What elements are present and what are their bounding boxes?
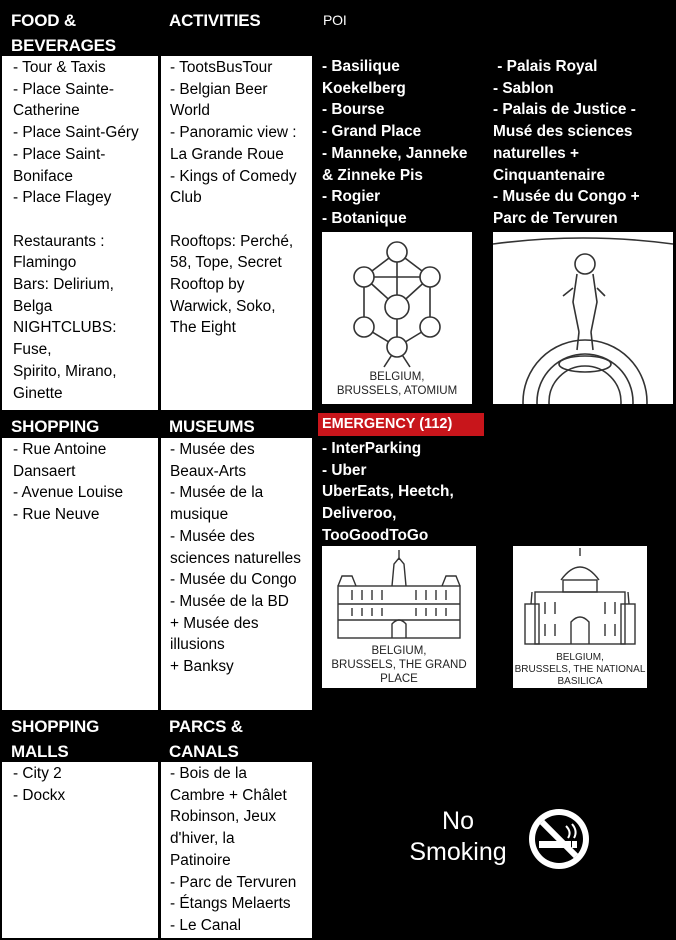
activities-item: - Kings of Comedy	[170, 167, 297, 185]
parcs-item: Cambre + Châlet	[170, 786, 287, 804]
poi-item: - Rogier	[322, 188, 381, 206]
food-item: Boniface	[13, 167, 73, 185]
activities-item: World	[170, 102, 210, 120]
museums-header-text: MUSEUMS	[169, 417, 255, 436]
grand-place-caption	[322, 644, 476, 686]
food-item: - Place Flagey	[13, 189, 112, 207]
parcs-cell	[161, 762, 312, 938]
caption-line: PLACE	[380, 673, 418, 685]
activities-cell	[161, 56, 312, 410]
caption-line: BRUSSELS, THE GRAND	[331, 659, 467, 671]
museums-item: - Musée de la	[170, 484, 264, 502]
poi-item: & Zinneke Pis	[322, 166, 423, 184]
parcs-header-text: PARCS & CANALS	[169, 717, 243, 761]
shopping-item: Dansaert	[13, 462, 76, 480]
food-extra: Spirito, Mirano,	[13, 362, 117, 380]
malls-item: - Dockx	[13, 786, 66, 804]
activities-item: La Grande Roue	[170, 145, 284, 163]
food-extra: Belga	[13, 297, 53, 315]
caption-line: BELGIUM,	[556, 652, 604, 663]
malls-cell	[2, 762, 158, 938]
shopping-header	[0, 410, 159, 438]
food-extra: Bars: Delirium,	[13, 276, 114, 294]
food-item: Catherine	[13, 102, 80, 120]
activities-header	[159, 4, 313, 56]
museums-item: sciences naturelles	[170, 549, 301, 567]
poi-item: - Palais Royal	[493, 58, 598, 75]
emergency-header	[318, 413, 484, 436]
poi-left-list	[322, 56, 482, 234]
museums-item: - Musée des	[170, 527, 255, 545]
shopping-item: - Rue Neuve	[13, 506, 100, 524]
food-extra: Restaurants :	[13, 232, 105, 250]
no-smoking-icon	[526, 806, 592, 872]
food-list	[13, 57, 154, 404]
museums-item: + Banksy	[170, 658, 234, 676]
museums-item: - Musée de la BD	[170, 592, 289, 610]
activities-extra: Rooftop by	[170, 276, 245, 294]
no-smoking-line: No	[442, 807, 474, 835]
museums-header	[159, 410, 313, 438]
shopping-cell	[2, 438, 158, 710]
parcs-item: d'hiver, la	[170, 830, 235, 848]
poi-item: - Sablon	[493, 79, 554, 97]
caption-line: BELGIUM,	[369, 371, 425, 383]
grand-place-icon	[322, 546, 476, 642]
activities-extra: Rooftops: Perché,	[170, 232, 294, 250]
shopping-item: - Rue Antoine	[13, 441, 107, 458]
food-item: - Place Sainte-	[13, 80, 114, 98]
no-smoking-line: Smoking	[409, 838, 507, 866]
caption-line: BRUSSELS, ATOMIUM	[336, 385, 458, 397]
activities-list	[170, 57, 310, 339]
emergency-item: - Uber	[322, 461, 367, 479]
poi-item: - Palais de Justice -	[493, 101, 636, 119]
activities-item: - Panoramic view :	[170, 124, 297, 142]
atomium-icon	[322, 232, 472, 372]
poi-item: naturelles +	[493, 144, 579, 162]
parcs-item: Robinson, Jeux	[170, 808, 277, 826]
poi-item: Parc de Tervuren	[493, 209, 618, 227]
food-header	[0, 4, 159, 56]
poi-item: Musé des sciences	[493, 123, 633, 141]
emergency-item: TooGoodToGo	[322, 526, 429, 544]
parcs-item: Patinoire	[170, 851, 231, 869]
malls-header	[0, 710, 140, 762]
statue-icon	[493, 232, 673, 404]
parcs-header	[159, 710, 313, 762]
poi-item: - Botanique	[322, 209, 407, 227]
parcs-item: - Parc de Tervuren	[170, 873, 297, 891]
museums-item: musique	[170, 506, 229, 524]
caption-line: BRUSSELS, THE NATIONAL	[514, 664, 646, 675]
parcs-item: - Le Canal	[170, 916, 242, 934]
atomium-image	[322, 232, 472, 404]
museums-item: Beaux-Arts	[170, 462, 247, 480]
activities-item: - Belgian Beer	[170, 80, 268, 98]
food-extra: Ginette	[13, 384, 63, 402]
food-extra: NIGHTCLUBS: Fuse,	[13, 319, 121, 359]
parcs-item: - Étangs Melaerts	[170, 895, 291, 913]
manneken-pis-image	[493, 232, 673, 404]
museums-item: + Musée des	[170, 614, 259, 632]
poi-item: Cinquantenaire	[493, 166, 606, 184]
shopping-item: - Avenue Louise	[13, 484, 124, 502]
emergency-item: UberEats, Heetch,	[322, 483, 454, 501]
activities-extra: The Eight	[170, 319, 236, 337]
museums-item: illusions	[170, 636, 225, 654]
activities-extra: Warwick, Soko,	[170, 297, 276, 315]
emergency-list	[322, 438, 492, 548]
basilica-caption	[513, 652, 647, 688]
atomium-caption	[322, 370, 472, 398]
malls-item: - City 2	[13, 765, 62, 782]
activities-item: Club	[170, 189, 202, 207]
poi-header-text: POI	[323, 12, 347, 28]
malls-header-text: SHOPPING MALLS	[11, 717, 100, 761]
food-item: - Tour & Taxis	[13, 59, 106, 76]
emergency-header-text: EMERGENCY (112)	[322, 416, 453, 432]
grand-place-image	[322, 546, 476, 688]
poi-header	[313, 4, 613, 34]
basilica-image	[513, 546, 647, 688]
food-extra: Flamingo	[13, 254, 77, 272]
food-header-text: FOOD & BEVERAGES	[11, 11, 116, 55]
shopping-header-text: SHOPPING	[11, 417, 100, 436]
caption-line: BASILICA	[557, 676, 603, 687]
emergency-item: Deliveroo,	[322, 505, 397, 523]
no-smoking-text	[396, 806, 520, 868]
activities-extra: 58, Tope, Secret	[170, 254, 282, 272]
poi-right-list	[493, 56, 673, 234]
activities-item: - TootsBusTour	[170, 59, 273, 76]
emergency-item: - InterParking	[322, 440, 422, 457]
poi-item: Koekelberg	[322, 79, 406, 97]
caption-line: BELGIUM,	[371, 645, 427, 657]
museums-item: - Musée des	[170, 441, 255, 458]
poi-item: - Basilique	[322, 58, 400, 75]
museums-cell	[161, 438, 312, 710]
activities-header-text: ACTIVITIES	[169, 11, 261, 30]
museums-item: - Musée du Congo	[170, 571, 297, 589]
poi-item: - Manneke, Janneke	[322, 144, 468, 162]
parcs-item: - Bois de la	[170, 765, 247, 782]
basilica-icon	[513, 546, 647, 646]
food-item: - Place Saint-	[13, 145, 106, 163]
food-item: - Place Saint-Géry	[13, 124, 139, 142]
poi-item: - Musée du Congo +	[493, 188, 640, 206]
poi-item: - Grand Place	[322, 123, 422, 141]
food-cell	[2, 56, 158, 410]
poi-item: - Bourse	[322, 101, 385, 119]
